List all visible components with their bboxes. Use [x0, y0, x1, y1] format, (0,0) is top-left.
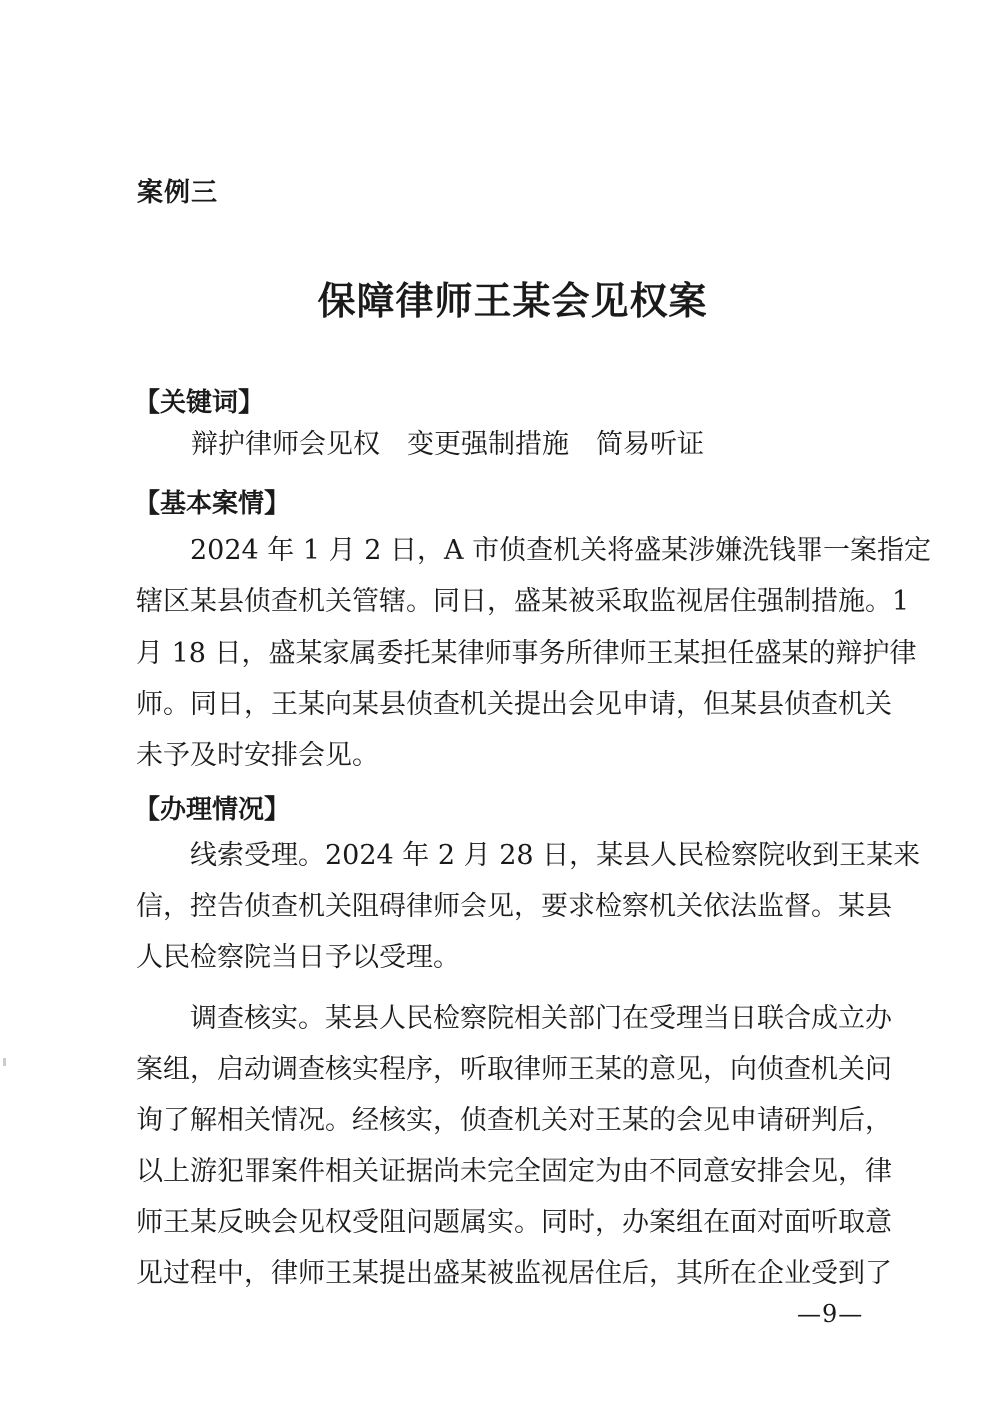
document-title: 保障律师王某会见权案: [317, 278, 708, 323]
investigation-line: 以上游犯罪案件相关证据尚未完全固定为由不同意安排会见，律: [136, 1156, 892, 1187]
keywords-line: 辩护律师会见权 变更强制措施 简易听证: [191, 429, 704, 460]
heading-basic-facts: 【基本案情】: [134, 489, 291, 519]
page-number: —9—: [797, 1300, 864, 1328]
case-label: 案例三: [137, 178, 219, 208]
basic-facts-line: 月 18 日，盛某家属委托某律师事务所律师王某担任盛某的辩护律: [136, 638, 917, 669]
handling-line: 线索受理。2024 年 2 月 28 日，某县人民检察院收到王某来: [190, 840, 921, 871]
basic-facts-line: 未予及时安排会见。: [136, 740, 379, 771]
investigation-line: 调查核实。某县人民检察院相关部门在受理当日联合成立办: [190, 1003, 892, 1034]
basic-facts-line: 辖区某县侦查机关管辖。同日，盛某被采取监视居住强制措施。1: [136, 586, 910, 617]
basic-facts-line: 师。同日，王某向某县侦查机关提出会见申请，但某县侦查机关: [136, 689, 892, 720]
scan-edge-mark: [3, 1058, 6, 1066]
investigation-line: 见过程中，律师王某提出盛某被监视居住后，其所在企业受到了: [136, 1258, 892, 1289]
handling-line: 人民检察院当日予以受理。: [136, 942, 460, 973]
basic-facts-line: 2024 年 1 月 2 日，A 市侦查机关将盛某涉嫌洗钱罪一案指定: [190, 535, 932, 566]
heading-handling: 【办理情况】: [134, 795, 291, 825]
investigation-line: 询了解相关情况。经核实，侦查机关对王某的会见申请研判后，: [136, 1105, 892, 1136]
investigation-line: 案组，启动调查核实程序，听取律师王某的意见，向侦查机关问: [136, 1054, 892, 1085]
investigation-line: 师王某反映会见权受阻问题属实。同时，办案组在面对面听取意: [136, 1207, 892, 1238]
handling-line: 信，控告侦查机关阻碍律师会见，要求检察机关依法监督。某县: [136, 891, 892, 922]
heading-keywords: 【关键词】: [134, 388, 265, 418]
